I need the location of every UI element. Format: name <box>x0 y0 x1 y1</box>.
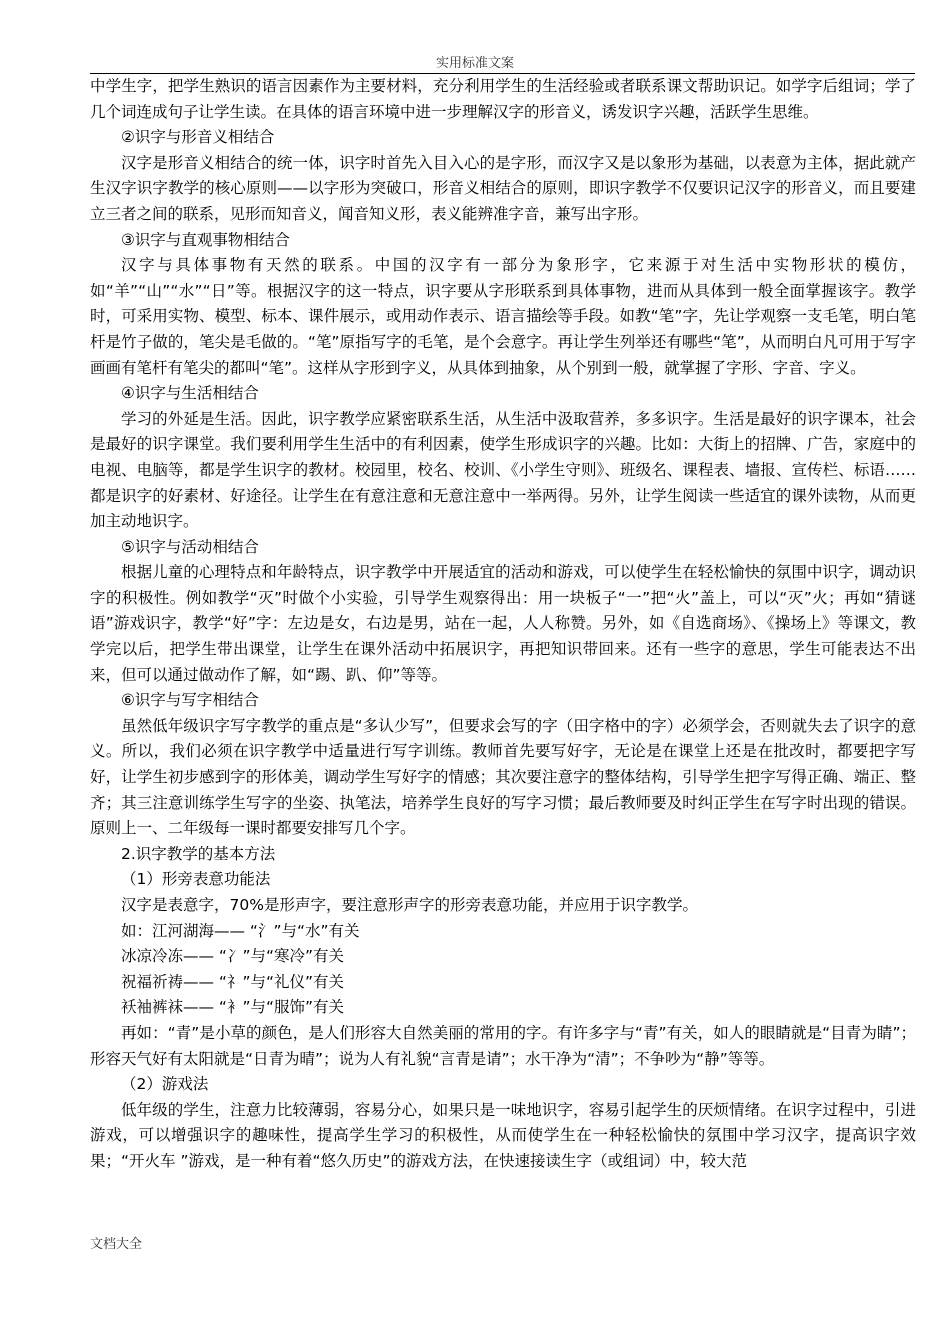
paragraph: 汉字是表意字，70%是形声字，要注意形声字的形旁表意功能，并应用于识字教学。 <box>121 896 698 914</box>
paragraph: 如：江河湖海—— “氵”与“水”有关 <box>121 921 360 940</box>
page-footer: 文档大全 <box>90 1237 143 1252</box>
paragraph: 祝福祈祷—— “礻”与“礼仪”有关 <box>121 972 345 991</box>
document-body <box>90 74 916 1175</box>
paragraph: 冰凉冷冻—— “冫”与“寒冷”有关 <box>121 947 345 966</box>
paragraph: 低年级的学生，注意力比较薄弱，容易分心，如果只是一味地识字，容易引起学生的厌烦情绪。在识字过程中，引进游戏，可以增强识字的趣味性，提高学生学习的积极性，从而使学生在一种轻松愉快的氛围中学习汉字，提高识字效果；“开火车 ”游戏，是一种有着“悠久历史”的游戏方法，在快速接读生字（或组词）中，较大范 <box>90 1100 916 1170</box>
section-heading: ③识字与直观事物相结合 <box>121 230 290 249</box>
paragraph: 根据儿童的心理特点和年龄特点，识字教学中开展适宜的活动和游戏，可以使学生在轻松愉快的氛围中识字，调动识字的积极性。例如教学“灭”时做个小实验，引导学生观察得出：用一块板子“一”把“火”盖上，可以“灭”火；再如“猜谜语”游戏识字，教学“好”字：左边是女，右边是男，站在一起，人人称赞。另外，如《自选商场》、《操场上》等课文，教学完以后，把学生带出课堂，让学生在课外活动中拓展识字，再把知识带回来。还有一些字的意思，学生可能表达不出来，但可以通过做动作了解，如“踢、趴、仰”等等。 <box>90 563 916 684</box>
paragraph: 中学生字，把学生熟识的语言因素作为主要材料，充分利用学生的生活经验或者联系课文帮助识记。如学字后组词；学了几个词连成句子让学生读。在具体的语言环境中进一步理解汉字的形音义，诱发识字兴趣，活跃学生思维。 <box>90 77 916 121</box>
paragraph: 汉字与具体事物有天然的联系。中国的汉字有一部分为象形字，它来源于对生活中实物形状的模仿，如“羊”“山”“水”“日”等。根据汉字的这一特点，识字要从字形联系到具体事物，进而从具体到一般全面掌握该字。教学时，可采用实物、模型、标本、课件展示，或用动作表示、语言描绘等手段。如教“笔”字，先让学观察一支毛笔，明白笔杆是竹子做的，笔尖是毛做的。“笔”原指写字的毛笔，是个会意字。再让学生列举还有哪些“笔”，从而明白凡可用于写字画画有笔杆有笔尖的都叫“笔”。这样从字形到字义，从具体到抽象，从个别到一般，就掌握了字形、字音、字义。 <box>90 256 916 377</box>
paragraph: 袄袖裤袜—— “衤”与“服饰”有关 <box>121 998 345 1017</box>
section-heading: （1）形旁表意功能法 <box>121 870 271 889</box>
section-heading: ④识字与生活相结合 <box>121 384 259 403</box>
section-heading: ②识字与形音义相结合 <box>121 128 275 147</box>
paragraph: 汉字是形音义相结合的统一体，识字时首先入目入心的是字形，而汉字又是以象形为基础，以表意为主体，据此就产生汉字识字教学的核心原则——以字形为突破口，形音义相结合的原则，即识字教学不仅要识记汉字的形音义，而且要建立三者之间的联系，见形而知音义，闻音知义形，表义能辨准字音，兼写出字形。 <box>90 153 916 223</box>
section-heading: （2）游戏法 <box>121 1075 209 1094</box>
paragraph: 学习的外延是生活。因此，识字教学应紧密联系生活，从生活中汲取营养，多多识字。生活是最好的识字课本，社会是最好的识字课堂。我们要利用学生生活中的有利因素，使学生形成识字的兴趣。比如：大街上的招牌、广告，家庭中的电视、电脑等，都是学生识字的教材。校园里，校名、校训、《小学生守则》、班级名、课程表、墙报、宣传栏、标语……都是识字的好素材、好途径。让学生在有意注意和无意注意中一举两得。另外，让学生阅读一些适宜的课外读物，从而更加主动地识字。 <box>90 409 916 531</box>
page-header: 实用标准文案 <box>435 56 514 71</box>
section-heading: 2.识字教学的基本方法 <box>121 844 276 863</box>
paragraph: 虽然低年级识字写字教学的重点是“多认少写”，但要求会写的字（田字格中的字）必须学会，否则就失去了识字的意义。所以，我们必须在识字教学中适量进行写字训练。教师首先要写好字，无论是在课堂上还是在批改时，都要把字写好，让学生初步感到字的形体美，调动学生写好字的情感；其次要注意字的整体结构，引导学生把字写得正确、端正、整齐；其三注意训练学生写字的坐姿、执笔法，培养学生良好的写字习惯；最后教师要及时纠正学生在写字时出现的错误。原则上一、二年级每一课时都要安排写几个字。 <box>90 716 916 838</box>
section-heading: ⑤识字与活动相结合 <box>121 537 259 556</box>
section-heading: ⑥识字与写字相结合 <box>121 691 259 710</box>
paragraph: 再如：“青”是小草的颜色，是人们形容大自然美丽的常用的字。有许多字与“青”有关，如人的眼睛就是“目青为睛”；形容天气好有太阳就是“日青为晴”；说为人有礼貌“言青是请”；水干净为“清”；不争吵为“静”等等。 <box>90 1023 916 1068</box>
